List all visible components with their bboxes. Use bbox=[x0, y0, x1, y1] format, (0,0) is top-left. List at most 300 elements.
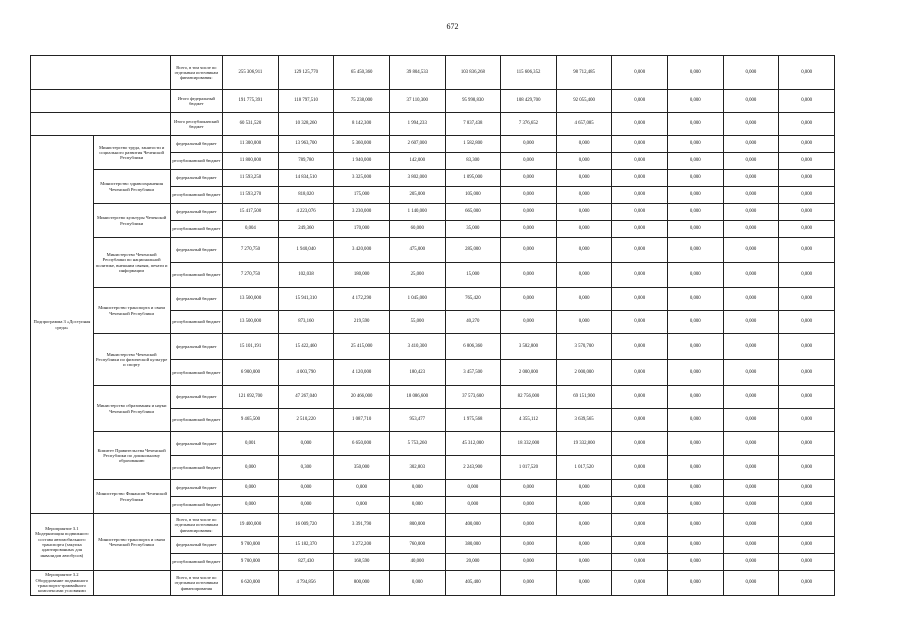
value-cell: 0,000 bbox=[779, 554, 835, 571]
value-cell: 0,000 bbox=[779, 170, 835, 187]
value-cell: 0,000 bbox=[723, 221, 779, 238]
value-cell: 0,000 bbox=[612, 263, 668, 288]
table-row bbox=[31, 136, 835, 153]
value-cell: 0,000 bbox=[501, 263, 557, 288]
table-row bbox=[31, 514, 835, 537]
value-cell: 0,000 bbox=[556, 221, 612, 238]
value-cell: 15 941,310 bbox=[278, 288, 334, 311]
value-cell: 3 420,000 bbox=[334, 238, 390, 263]
value-cell: 0,001 bbox=[223, 432, 279, 456]
value-cell: 121 692,700 bbox=[223, 386, 279, 409]
value-cell: 0,000 bbox=[612, 90, 668, 113]
source-label: республиканский бюджет bbox=[170, 456, 223, 480]
value-cell: 65 450,360 bbox=[334, 56, 390, 90]
value-cell: 180,000 bbox=[334, 263, 390, 288]
value-cell: 0,000 bbox=[612, 480, 668, 497]
value-cell: 6 620,000 bbox=[223, 571, 279, 596]
value-cell: 0,000 bbox=[278, 497, 334, 514]
value-cell: 0,000 bbox=[223, 456, 279, 480]
value-cell: 0,000 bbox=[612, 386, 668, 409]
value-cell: 0,000 bbox=[612, 311, 668, 334]
value-cell: 0,000 bbox=[501, 514, 557, 537]
table-row bbox=[31, 432, 835, 456]
value-cell: 0,000 bbox=[668, 334, 724, 360]
value-cell: 0,000 bbox=[556, 187, 612, 204]
value-cell: 0,000 bbox=[668, 386, 724, 409]
value-cell: 1 095,000 bbox=[445, 170, 501, 187]
value-cell: 129 125,770 bbox=[278, 56, 334, 90]
value-cell: 1 087,710 bbox=[334, 409, 390, 432]
value-cell: 0,000 bbox=[723, 204, 779, 221]
subprogram-cell: Подпрограмма 3 «Доступная среда» bbox=[31, 136, 94, 514]
value-cell: 0,000 bbox=[723, 113, 779, 136]
value-cell: 0,000 bbox=[779, 204, 835, 221]
value-cell: 249,360 bbox=[278, 221, 334, 238]
value-cell: 15 182,370 bbox=[278, 537, 334, 554]
value-cell: 0,000 bbox=[723, 571, 779, 596]
org-cell: Министерство образования и науки Чеченской Республики bbox=[93, 386, 170, 432]
value-cell: 170,000 bbox=[334, 221, 390, 238]
value-cell: 60 531,520 bbox=[223, 113, 279, 136]
value-cell: 3 639,565 bbox=[556, 409, 612, 432]
value-cell: 11 300,000 bbox=[223, 136, 279, 153]
value-cell: 2 510,220 bbox=[278, 409, 334, 432]
value-cell: 6 900,000 bbox=[223, 360, 279, 386]
value-cell: 873,160 bbox=[278, 311, 334, 334]
value-cell: 4 172,290 bbox=[334, 288, 390, 311]
value-cell: 9 700,000 bbox=[223, 554, 279, 571]
value-cell: 13 500,000 bbox=[223, 311, 279, 334]
value-cell: 0,000 bbox=[779, 456, 835, 480]
value-cell: 191 775,391 bbox=[223, 90, 279, 113]
value-cell: 4 120,000 bbox=[334, 360, 390, 386]
value-cell: 0,000 bbox=[723, 334, 779, 360]
source-label: республиканский бюджет bbox=[170, 360, 223, 386]
value-cell: 0,000 bbox=[723, 409, 779, 432]
value-cell: 0,000 bbox=[668, 537, 724, 554]
value-cell: 0,000 bbox=[334, 480, 390, 497]
value-cell: 3 570,700 bbox=[556, 334, 612, 360]
value-cell: 0,000 bbox=[668, 288, 724, 311]
value-cell: 83,300 bbox=[445, 153, 501, 170]
value-cell: 0,000 bbox=[612, 238, 668, 263]
value-cell: 0,000 bbox=[501, 311, 557, 334]
org-cell: Комитет Правительства Чеченской Республики по дошкольному образованию bbox=[93, 432, 170, 480]
value-cell: 35,000 bbox=[445, 221, 501, 238]
value-cell: 0,000 bbox=[334, 497, 390, 514]
blank-cell bbox=[31, 56, 171, 90]
value-cell: 98 712,485 bbox=[556, 56, 612, 90]
value-cell: 0,000 bbox=[612, 334, 668, 360]
value-cell: 475,000 bbox=[389, 238, 445, 263]
value-cell: 4 223,076 bbox=[278, 204, 334, 221]
value-cell: 115 606,352 bbox=[501, 56, 557, 90]
value-cell: 15,000 bbox=[445, 263, 501, 288]
value-cell: 1 975,568 bbox=[445, 409, 501, 432]
blank-cell bbox=[93, 571, 170, 596]
value-cell: 2 243,900 bbox=[445, 456, 501, 480]
value-cell: 4 657,085 bbox=[556, 113, 612, 136]
value-cell: 0,000 bbox=[668, 432, 724, 456]
source-label: республиканский бюджет bbox=[170, 187, 223, 204]
value-cell: 0,000 bbox=[612, 409, 668, 432]
value-cell: 8 142,300 bbox=[334, 113, 390, 136]
value-cell: 45 312,000 bbox=[445, 432, 501, 456]
value-cell: 3 391,790 bbox=[334, 514, 390, 537]
value-cell: 400,000 bbox=[445, 514, 501, 537]
value-cell: 0,000 bbox=[723, 170, 779, 187]
value-cell: 0,000 bbox=[779, 432, 835, 456]
value-cell: 0,000 bbox=[223, 497, 279, 514]
value-cell: 0,000 bbox=[501, 221, 557, 238]
table-row bbox=[31, 386, 835, 409]
org-cell: Министерство культуры Чеченской Республики bbox=[93, 204, 170, 238]
value-cell: 142,000 bbox=[389, 153, 445, 170]
source-label: республиканский бюджет bbox=[170, 497, 223, 514]
value-cell: 0,000 bbox=[723, 497, 779, 514]
value-cell: 0,000 bbox=[723, 90, 779, 113]
value-cell: 102,038 bbox=[278, 263, 334, 288]
source-label: федеральный бюджет bbox=[170, 170, 223, 187]
value-cell: 20 466,000 bbox=[334, 386, 390, 409]
value-cell: 0,000 bbox=[723, 432, 779, 456]
value-cell: 0,000 bbox=[612, 571, 668, 596]
value-cell: 0,000 bbox=[501, 187, 557, 204]
value-cell: 2 000,000 bbox=[556, 360, 612, 386]
value-cell: 285,000 bbox=[445, 238, 501, 263]
value-cell: 0,000 bbox=[612, 170, 668, 187]
value-cell: 15 422,460 bbox=[278, 334, 334, 360]
value-cell: 760,000 bbox=[389, 537, 445, 554]
value-cell: 0,000 bbox=[779, 514, 835, 537]
value-cell: 0,000 bbox=[779, 386, 835, 409]
value-cell: 1 994,233 bbox=[389, 113, 445, 136]
value-cell: 5 360,000 bbox=[334, 136, 390, 153]
value-cell: 0,000 bbox=[668, 204, 724, 221]
value-cell: 0,000 bbox=[723, 554, 779, 571]
value-cell: 37 573,600 bbox=[445, 386, 501, 409]
value-cell: 0,000 bbox=[501, 153, 557, 170]
value-cell: 0,000 bbox=[668, 187, 724, 204]
value-cell: 0,000 bbox=[612, 204, 668, 221]
table-row bbox=[31, 113, 835, 136]
value-cell: 3 802,000 bbox=[389, 170, 445, 187]
value-cell: 350,000 bbox=[334, 456, 390, 480]
value-cell: 13 963,700 bbox=[278, 136, 334, 153]
value-cell: 0,000 bbox=[556, 311, 612, 334]
value-cell: 108 429,700 bbox=[501, 90, 557, 113]
value-cell: 0,000 bbox=[223, 480, 279, 497]
value-cell: 11 593,270 bbox=[223, 187, 279, 204]
value-cell: 19 400,000 bbox=[223, 514, 279, 537]
table-row bbox=[31, 480, 835, 497]
value-cell: 40,000 bbox=[389, 554, 445, 571]
table-row bbox=[31, 334, 835, 360]
value-cell: 0,000 bbox=[612, 288, 668, 311]
table-row bbox=[31, 56, 835, 90]
value-cell: 1 045,000 bbox=[389, 288, 445, 311]
value-cell: 1 140,000 bbox=[389, 204, 445, 221]
value-cell: 219,590 bbox=[334, 311, 390, 334]
value-cell: 0,000 bbox=[556, 480, 612, 497]
table-row bbox=[31, 204, 835, 221]
value-cell: 0,000 bbox=[556, 497, 612, 514]
org-cell: Министерство труда, занятости и социального развития Чеченской Республики bbox=[93, 136, 170, 170]
value-cell: 0,000 bbox=[612, 113, 668, 136]
value-cell: 3 325,000 bbox=[334, 170, 390, 187]
value-cell: 0,000 bbox=[668, 497, 724, 514]
value-cell: 75 238,000 bbox=[334, 90, 390, 113]
value-cell: 0,000 bbox=[668, 554, 724, 571]
value-cell: 15 417,500 bbox=[223, 204, 279, 221]
value-cell: 0,000 bbox=[779, 187, 835, 204]
org-cell: Министерство транспорта и связи Чеченской Республики bbox=[93, 288, 170, 334]
value-cell: 5 753,260 bbox=[389, 432, 445, 456]
value-cell: 16 009,720 bbox=[278, 514, 334, 537]
org-cell: Министерство Финансов Чеченской Республики bbox=[93, 480, 170, 514]
value-cell: 18 332,000 bbox=[501, 432, 557, 456]
value-cell: 405,400 bbox=[445, 571, 501, 596]
value-cell: 11 593,250 bbox=[223, 170, 279, 187]
value-cell: 18 086,600 bbox=[389, 386, 445, 409]
value-cell: 0,000 bbox=[779, 311, 835, 334]
page-number: 672 bbox=[446, 22, 459, 31]
value-cell: 0,000 bbox=[501, 571, 557, 596]
value-cell: 0,000 bbox=[445, 480, 501, 497]
org-cell: Министерство Чеченской Республики по национальной политике, внешним связям, печати и информации bbox=[93, 238, 170, 288]
value-cell: 14 834,510 bbox=[278, 170, 334, 187]
value-cell: 0,000 bbox=[556, 238, 612, 263]
source-label: республиканский бюджет bbox=[170, 153, 223, 170]
value-cell: 2 000,000 bbox=[501, 360, 557, 386]
value-cell: 0,000 bbox=[612, 56, 668, 90]
value-cell: 380,000 bbox=[445, 537, 501, 554]
value-cell: 0,000 bbox=[612, 221, 668, 238]
value-cell: 0,000 bbox=[668, 56, 724, 90]
value-cell: 818,020 bbox=[278, 187, 334, 204]
value-cell: 1 940,040 bbox=[278, 238, 334, 263]
value-cell: 55,000 bbox=[389, 311, 445, 334]
value-cell: 0,000 bbox=[668, 263, 724, 288]
value-cell: 0,000 bbox=[389, 480, 445, 497]
value-cell: 0,000 bbox=[668, 113, 724, 136]
value-cell: 7 270,750 bbox=[223, 263, 279, 288]
value-cell: 665,000 bbox=[445, 204, 501, 221]
value-cell: 11 800,000 bbox=[223, 153, 279, 170]
value-cell: 789,780 bbox=[278, 153, 334, 170]
value-cell: 0,000 bbox=[723, 288, 779, 311]
value-cell: 0,000 bbox=[501, 288, 557, 311]
source-label: федеральный бюджет bbox=[170, 288, 223, 311]
value-cell: 3 272,200 bbox=[334, 537, 390, 554]
value-cell: 0,000 bbox=[779, 537, 835, 554]
value-cell: 6 806,360 bbox=[445, 334, 501, 360]
value-cell: 205,000 bbox=[389, 187, 445, 204]
value-cell: 0,000 bbox=[779, 153, 835, 170]
value-cell: 4 794,856 bbox=[278, 571, 334, 596]
source-label: Итого республиканский бюджет bbox=[170, 113, 223, 136]
value-cell: 0,000 bbox=[668, 90, 724, 113]
value-cell: 0,000 bbox=[723, 136, 779, 153]
value-cell: 0,000 bbox=[556, 263, 612, 288]
value-cell: 19 332,800 bbox=[556, 432, 612, 456]
value-cell: 4 355,112 bbox=[501, 409, 557, 432]
value-cell: 0,000 bbox=[668, 514, 724, 537]
source-label: федеральный бюджет bbox=[170, 136, 223, 153]
value-cell: 0,000 bbox=[668, 480, 724, 497]
value-cell: 0,000 bbox=[556, 571, 612, 596]
value-cell: 20,000 bbox=[445, 554, 501, 571]
value-cell: 0,000 bbox=[779, 90, 835, 113]
value-cell: 0,000 bbox=[779, 288, 835, 311]
event-cell: Мероприятие 3.1 Модернизация подвижного состава автомобильного транспорта (закупка адаптированных для инвалидов автобусов) bbox=[31, 514, 94, 571]
value-cell: 800,000 bbox=[389, 514, 445, 537]
value-cell: 0,000 bbox=[278, 432, 334, 456]
value-cell: 0,000 bbox=[779, 360, 835, 386]
value-cell: 103 836,268 bbox=[445, 56, 501, 90]
value-cell: 302,803 bbox=[389, 456, 445, 480]
value-cell: 0,000 bbox=[723, 537, 779, 554]
source-label: республиканский бюджет bbox=[170, 221, 223, 238]
value-cell: 0,000 bbox=[668, 360, 724, 386]
value-cell: 0,000 bbox=[278, 480, 334, 497]
value-cell: 0,000 bbox=[668, 311, 724, 334]
org-cell: Министерство транспорта и связи Чеченской Республики bbox=[93, 514, 170, 571]
table-row bbox=[31, 90, 835, 113]
value-cell: 0,000 bbox=[501, 497, 557, 514]
value-cell: 0,000 bbox=[779, 571, 835, 596]
value-cell: 1 582,800 bbox=[445, 136, 501, 153]
value-cell: 0,000 bbox=[668, 571, 724, 596]
value-cell: 827,430 bbox=[278, 554, 334, 571]
value-cell: 0,000 bbox=[612, 360, 668, 386]
value-cell: 0,000 bbox=[779, 113, 835, 136]
value-cell: 0,000 bbox=[668, 238, 724, 263]
source-label: федеральный бюджет bbox=[170, 238, 223, 263]
value-cell: 0,300 bbox=[278, 456, 334, 480]
value-cell: 0,000 bbox=[723, 386, 779, 409]
value-cell: 0,000 bbox=[668, 136, 724, 153]
value-cell: 7 837,438 bbox=[445, 113, 501, 136]
value-cell: 39 804,533 bbox=[389, 56, 445, 90]
value-cell: 0,000 bbox=[612, 136, 668, 153]
value-cell: 0,000 bbox=[556, 153, 612, 170]
value-cell: 105,000 bbox=[445, 187, 501, 204]
value-cell: 3 582,800 bbox=[501, 334, 557, 360]
value-cell: 0,000 bbox=[556, 136, 612, 153]
value-cell: 0,000 bbox=[668, 409, 724, 432]
value-cell: 0,000 bbox=[612, 537, 668, 554]
value-cell: 47 267,040 bbox=[278, 386, 334, 409]
value-cell: 0,000 bbox=[612, 187, 668, 204]
value-cell: 4 003,790 bbox=[278, 360, 334, 386]
value-cell: 0,000 bbox=[723, 311, 779, 334]
value-cell: 168,590 bbox=[334, 554, 390, 571]
value-cell: 0,000 bbox=[445, 497, 501, 514]
value-cell: 0,000 bbox=[779, 480, 835, 497]
value-cell: 175,000 bbox=[334, 187, 390, 204]
source-label: Всего, в том числе по отдельным источникам финансирования: bbox=[170, 514, 223, 537]
table-row bbox=[31, 288, 835, 311]
value-cell: 3 410,300 bbox=[389, 334, 445, 360]
value-cell: 0,000 bbox=[556, 170, 612, 187]
value-cell: 0,000 bbox=[779, 263, 835, 288]
value-cell: 10 328,260 bbox=[278, 113, 334, 136]
value-cell: 0,000 bbox=[501, 170, 557, 187]
value-cell: 0,000 bbox=[501, 238, 557, 263]
value-cell: 9 700,000 bbox=[223, 537, 279, 554]
blank-cell bbox=[31, 113, 171, 136]
value-cell: 0,000 bbox=[501, 537, 557, 554]
value-cell: 13 500,000 bbox=[223, 288, 279, 311]
value-cell: 7 376,652 bbox=[501, 113, 557, 136]
source-label: федеральный бюджет bbox=[170, 537, 223, 554]
value-cell: 0,000 bbox=[501, 136, 557, 153]
value-cell: 0,000 bbox=[556, 554, 612, 571]
value-cell: 25,000 bbox=[389, 263, 445, 288]
value-cell: 7 270,750 bbox=[223, 238, 279, 263]
value-cell: 0,000 bbox=[668, 221, 724, 238]
value-cell: 0,000 bbox=[612, 456, 668, 480]
value-cell: 0,000 bbox=[612, 153, 668, 170]
table-row bbox=[31, 238, 835, 263]
value-cell: 0,000 bbox=[723, 56, 779, 90]
table-row bbox=[31, 170, 835, 187]
blank-cell bbox=[31, 90, 171, 113]
value-cell: 6 650,000 bbox=[334, 432, 390, 456]
value-cell: 0,000 bbox=[779, 497, 835, 514]
value-cell: 0,000 bbox=[723, 153, 779, 170]
value-cell: 1 017,520 bbox=[556, 456, 612, 480]
value-cell: 0,000 bbox=[779, 221, 835, 238]
value-cell: 180,423 bbox=[389, 360, 445, 386]
value-cell: 1 940,000 bbox=[334, 153, 390, 170]
source-label: Всего, в том числе по отдельным источникам финансирования bbox=[170, 571, 223, 596]
value-cell: 69 151,900 bbox=[556, 386, 612, 409]
value-cell: 92 055,400 bbox=[556, 90, 612, 113]
value-cell: 1 017,520 bbox=[501, 456, 557, 480]
source-label: республиканский бюджет bbox=[170, 409, 223, 432]
value-cell: 15 101,191 bbox=[223, 334, 279, 360]
value-cell: 0,004 bbox=[223, 221, 279, 238]
source-label: федеральный бюджет bbox=[170, 480, 223, 497]
source-label: республиканский бюджет bbox=[170, 263, 223, 288]
source-label: республиканский бюджет bbox=[170, 554, 223, 571]
table-row bbox=[31, 571, 835, 596]
value-cell: 82 756,000 bbox=[501, 386, 557, 409]
value-cell: 0,000 bbox=[723, 238, 779, 263]
value-cell: 0,000 bbox=[612, 497, 668, 514]
source-label: Итого федеральный бюджет bbox=[170, 90, 223, 113]
org-cell: Министерство Чеченской Республики по физической культуре и спорту bbox=[93, 334, 170, 386]
value-cell: 0,000 bbox=[612, 514, 668, 537]
org-cell: Министерство здравоохранения Чеченской Республики bbox=[93, 170, 170, 204]
value-cell: 3 230,000 bbox=[334, 204, 390, 221]
value-cell: 40,270 bbox=[445, 311, 501, 334]
budget-table bbox=[30, 55, 835, 596]
value-cell: 37 110,300 bbox=[389, 90, 445, 113]
source-label: Всего, в том числе по отдельным источникам финансирования: bbox=[170, 56, 223, 90]
value-cell: 0,000 bbox=[556, 514, 612, 537]
value-cell: 0,000 bbox=[723, 480, 779, 497]
value-cell: 0,000 bbox=[389, 571, 445, 596]
value-cell: 0,000 bbox=[668, 153, 724, 170]
source-label: федеральный бюджет bbox=[170, 432, 223, 456]
source-label: федеральный бюджет bbox=[170, 334, 223, 360]
value-cell: 0,000 bbox=[668, 170, 724, 187]
value-cell: 0,000 bbox=[779, 136, 835, 153]
source-label: федеральный бюджет bbox=[170, 204, 223, 221]
